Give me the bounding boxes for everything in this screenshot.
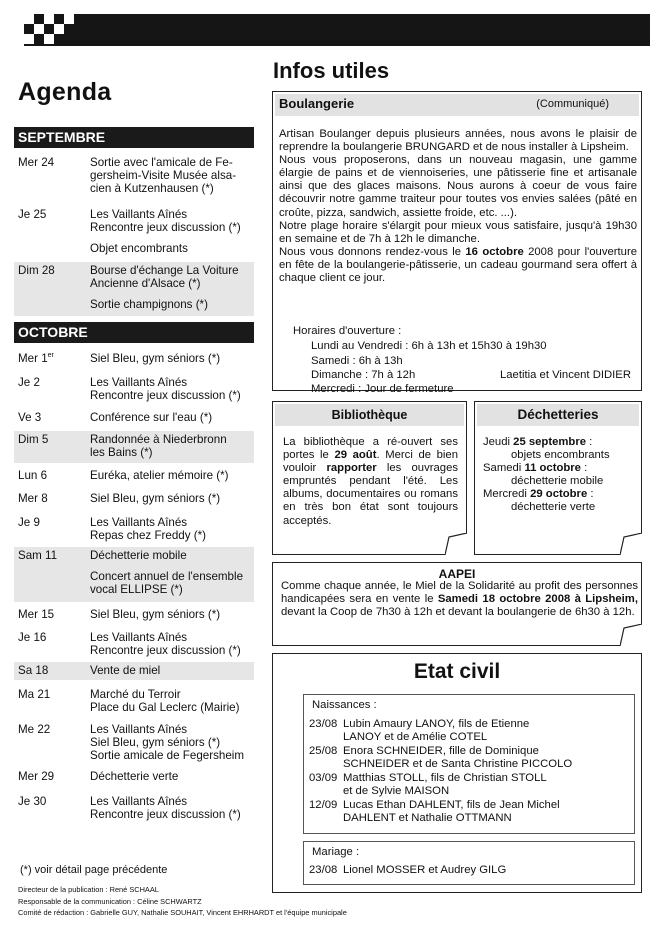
hours-line: Lundi au Vendredi : 6h à 13h et 15h30 à 19h30 <box>311 340 547 352</box>
list-item: Je 2 Les Vaillants Aînés Rencontre jeux discussion (*) <box>18 376 241 402</box>
header-bar <box>24 14 650 46</box>
list-item: Me 22 Les Vaillants Aînés Siel Bleu, gym séniors (*) Sortie amicale de Fegersheim <box>18 723 245 762</box>
list-item: Je 16 Les Vaillants Aînés Rencontre jeux discussion (*) <box>18 631 241 657</box>
list-item: 03/09 Matthias STOLL, fils de Christian STOLL et de Sylvie MAISON <box>309 772 547 798</box>
bibliotheque-title: Bibliothèque <box>275 404 464 426</box>
header-pattern <box>24 14 84 46</box>
list-item: Mer 24 Sortie avec l'amicale de Fe- gersheim-Visite Musée alsa- cien à Kutzenhausen (*) <box>18 156 237 195</box>
hours-title: Horaires d'ouverture : <box>293 325 402 337</box>
footnote: (*) voir détail page précédente <box>20 864 168 876</box>
mariage-panel: Mariage : <box>303 841 635 885</box>
boulangerie-tag: (Communiqué) <box>536 98 609 110</box>
agenda-title: Agenda <box>18 78 112 106</box>
list-item: Je 25 Les Vaillants Aînés Rencontre jeux discussion (*) Objet encombrants <box>18 208 241 255</box>
month-october: OCTOBRE <box>14 322 254 343</box>
hours-line: Mercredi : Jour de fermeture <box>311 383 454 395</box>
list-item: 12/09 Lucas Ethan DAHLENT, fils de Jean Michel DAHLENT et Nathalie OTTMANN <box>309 799 560 825</box>
bibliotheque-text: La bibliothèque a ré-ouvert ses portes le 29 août. Merci de bien vouloir rapporter les ouvrages empruntés pendant l'été. Les albums, documentaires ou romans en très bon état sont toujours acceptés. <box>283 436 458 527</box>
etat-civil-box <box>272 653 642 893</box>
credits: Directeur de la publication : René SCHAAL Responsable de la communication : Céline SCHWARTZ Comité de rédaction : Gabrielle GUY, Nathalie SOUHAIT, Vincent EHRHARDT et l'équipe municipale <box>18 885 347 918</box>
list-item: Dim 5 Randonnée à Niederbronn les Bains (*) <box>14 431 254 463</box>
infos-title: Infos utiles <box>273 58 390 83</box>
list-item: Lun 6 Euréka, atelier mémoire (*) <box>18 469 229 482</box>
naissances-panel: Naissances : <box>303 694 635 834</box>
list-item: Dim 28 Bourse d'échange La Voiture Ancienne d'Alsace (*) Sortie champignons (*) <box>14 262 254 316</box>
hours-line: Dimanche : 7h à 12h <box>311 369 416 381</box>
list-item: Mer 29 Déchetterie verte <box>18 770 179 783</box>
dechetteries-title: Déchetteries <box>477 404 639 426</box>
etat-civil-title: Etat civil <box>413 660 501 683</box>
signature: Laetitia et Vincent DIDIER <box>499 369 631 381</box>
dechetteries-box <box>474 401 642 555</box>
page-fold-icon <box>445 533 467 555</box>
list-item: Ve 3 Conférence sur l'eau (*) <box>18 411 213 424</box>
list-item: Mer 8 Siel Bleu, gym séniors (*) <box>18 492 221 505</box>
boulangerie-title: Boulangerie <box>279 96 355 111</box>
list-item: Sa 18 Vente de miel <box>14 662 254 680</box>
hours-line: Samedi : 6h à 13h <box>311 355 403 367</box>
list-item: 23/08 Lubin Amaury LANOY, fils de Etienne LANOY et de Amélie COTEL <box>309 718 530 744</box>
boulangerie-box <box>272 91 642 395</box>
aapei-title: AAPEI <box>438 567 476 581</box>
page-fold-icon <box>620 624 642 646</box>
aapei-box <box>272 562 642 646</box>
boulangerie-text: Artisan Boulanger depuis plusieurs années, nous avons le plaisir de reprendre la boulangerie BRUNGARD et de nous installer à Lipsheim. Nous vous proposerons, dans un nouveau magasin, une gamme élargie de pains et de viennoiseries, une pâtisserie fine et artisanale ainsi que des glaces maisons. Nous aurons à coeur de vous faire découvrir notre gamme traiteur pour toutes vos envies salées (pâté en croûte, pizza, sandwich, assiette froide, etc. ...). Notre plage horaire s'élargit pour mieux vous satisfaire, jusqu'à 19h30 en semaine et de 7h à 12h le dimanche. Nous vous donnons rendez-vous le 16 octobre 2008 pour l'ouverture en fête de la boulangerie-pâtisserie, un cadeau gourmand sera offert à chaque client ce jour. <box>279 128 637 285</box>
aapei-text: Comme chaque année, le Miel de la Solidarité au profit des personnes handicapées sera en vente le Samedi 18 octobre 2008 à Lipsheim, devant la Coop de 7h30 à 12h et devant la boulangerie de 6h30 à 12h. <box>281 580 638 619</box>
month-september: SEPTEMBRE <box>14 127 254 148</box>
list-item: Je 30 Les Vaillants Aînés Rencontre jeux discussion (*) <box>18 795 241 821</box>
dechetteries-list: Jeudi 25 septembre : objets encombrants Samedi 11 octobre : déchetterie mobile Mercredi 29 octobre : déchetterie verte <box>483 436 610 514</box>
page-fold-icon <box>620 533 642 555</box>
bibliotheque-box <box>272 401 467 555</box>
list-item: Ma 21 Marché du Terroir Place du Gal Leclerc (Mairie) <box>18 688 240 714</box>
list-item: Mer 1er Siel Bleu, gym séniors (*) <box>18 352 221 365</box>
list-item: Je 9 Les Vaillants Aînés Repas chez Freddy (*) <box>18 516 206 542</box>
list-item: Sam 11 Déchetterie mobile Concert annuel de l'ensemble vocal ELLIPSE (*) <box>14 547 254 602</box>
list-item: Mer 15 Siel Bleu, gym séniors (*) <box>18 608 221 621</box>
list-item: 25/08 Enora SCHNEIDER, fille de Dominique SCHNEIDER et de Santa Christine PICCOLO <box>309 745 573 771</box>
list-item: 23/08 Lionel MOSSER et Audrey GILG <box>309 864 507 876</box>
